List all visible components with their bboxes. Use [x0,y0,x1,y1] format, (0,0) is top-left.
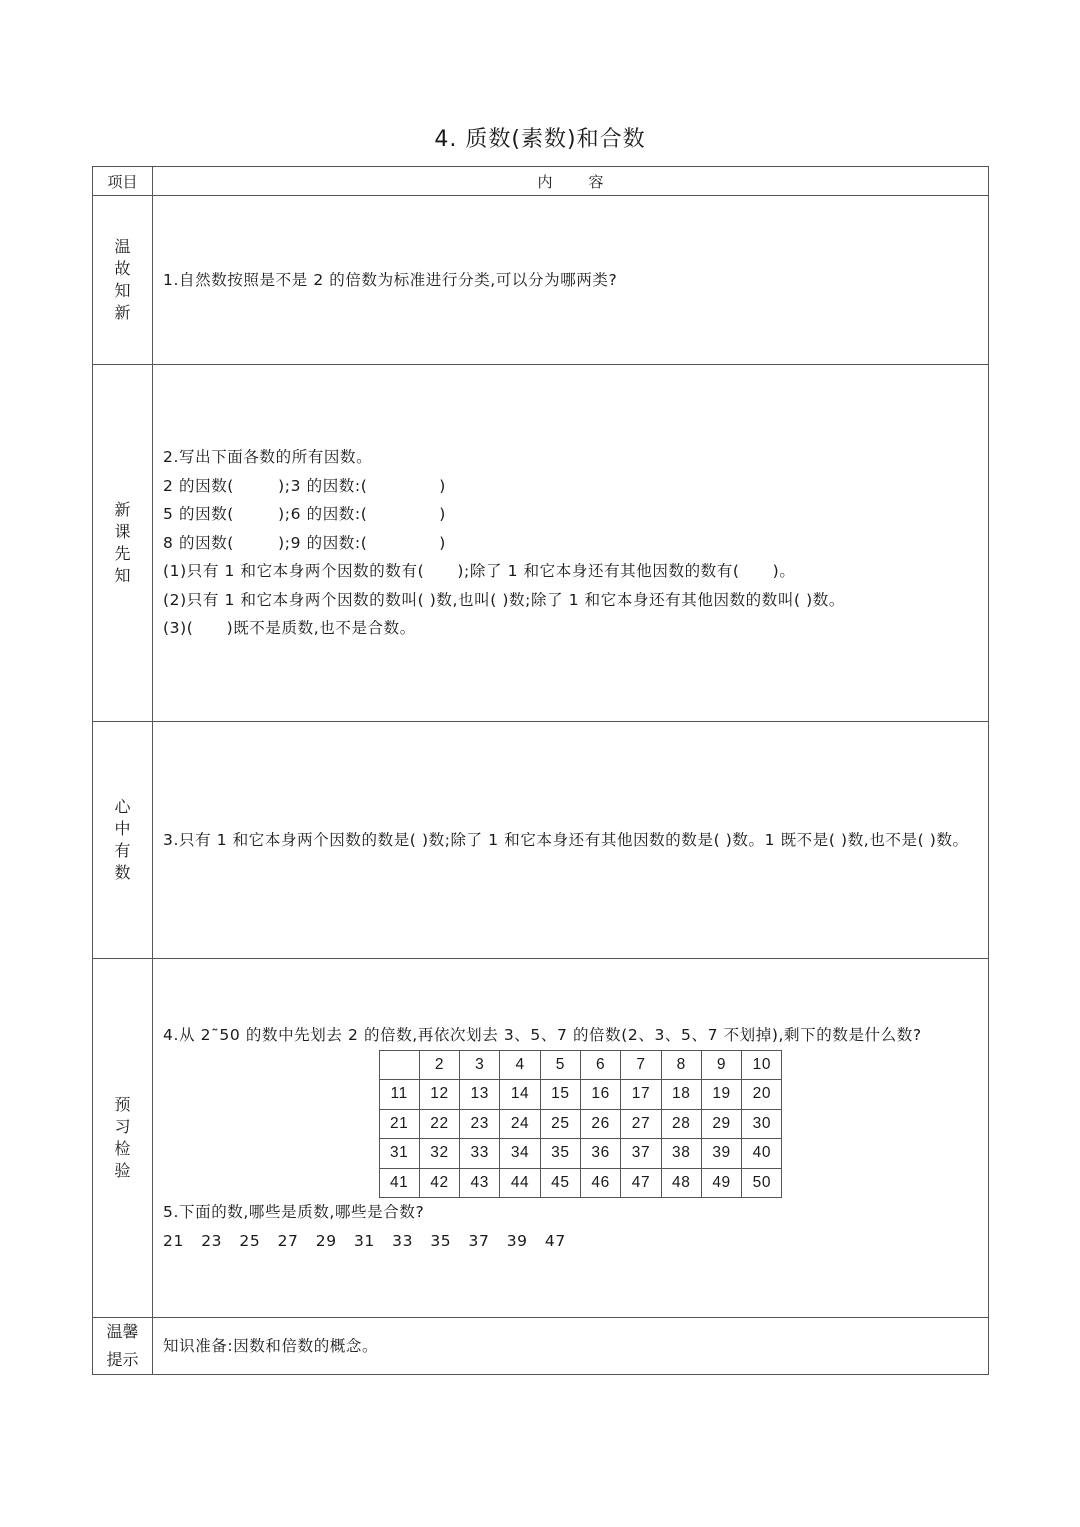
grid-cell: 45 [540,1168,580,1198]
grid-cell: 9 [701,1050,741,1080]
grid-cell: 44 [500,1168,540,1198]
question-1: 1.自然数按照是不是 2 的倍数为标准进行分类,可以分为哪两类? [153,196,989,365]
grid-cell: 15 [540,1080,580,1110]
grid-cell: 40 [742,1139,782,1169]
section-label-tips: 温馨 提示 [93,1318,153,1375]
grid-row [379,1139,782,1169]
grid-cell: 4 [500,1050,540,1080]
grid-cell: 32 [419,1139,459,1169]
grid-cell: 5 [540,1050,580,1080]
grid-cell: 12 [419,1080,459,1110]
grid-cell: 35 [540,1139,580,1169]
factor-line: 2 的因数( );3 的因数:( ) [163,476,446,495]
grid-cell: 11 [379,1080,419,1110]
grid-cell: 29 [701,1109,741,1139]
grid-cell: 36 [581,1139,621,1169]
grid-cell: 16 [581,1080,621,1110]
grid-cell: 41 [379,1168,419,1198]
header-content: 内容 [153,167,989,196]
grid-row [379,1109,782,1139]
number-list [163,1227,978,1256]
section-summary [93,722,989,959]
grid-cell: 39 [701,1139,741,1169]
section-label-summary: 心 中 有 数 [93,722,153,959]
number-item: 37 [468,1231,490,1250]
grid-cell: 14 [500,1080,540,1110]
grid-cell: 2 [419,1050,459,1080]
grid-cell: 23 [460,1109,500,1139]
grid-cell: 46 [581,1168,621,1198]
section-label-preview: 预 习 检 验 [93,959,153,1318]
section-review [93,196,989,365]
number-item: 27 [277,1231,299,1250]
grid-cell: 6 [581,1050,621,1080]
grid-cell: 17 [621,1080,661,1110]
number-item: 23 [201,1231,223,1250]
grid-cell: 20 [742,1080,782,1110]
page-title: 4. 质数(素数)和合数 [434,127,646,152]
grid-cell: 42 [419,1168,459,1198]
grid-cell: 34 [500,1139,540,1169]
grid-row [379,1080,782,1110]
factor-line: 8 的因数( );9 的因数:( ) [163,533,446,552]
grid-cell: 49 [701,1168,741,1198]
number-grid [379,1050,783,1199]
grid-cell: 31 [379,1139,419,1169]
factor-line: 5 的因数( );6 的因数:( ) [163,505,446,524]
grid-cell: 7 [621,1050,661,1080]
grid-cell: 19 [701,1080,741,1110]
grid-cell: 3 [460,1050,500,1080]
question-4-5: 4.从 2˜50 的数中先划去 2 的倍数,再依次划去 3、5、7 的倍数(2、3、5、7 不划掉),剩下的数是什么数? 2 3 4 5 6 7 8 9 10 11 12 13 14 15 16 17 18 19 20 21 22 23 24 25 26 27 28 29 30 31 32 33 34 35 36 37 38 39 40 41 42 43 44 45 46 47 48 49 50 5.下面的数,哪些是质数,哪些是合数? 21 23 25 27 29 31 33 35 37 39 47 [153,959,989,1318]
grid-cell: 33 [460,1139,500,1169]
section-tips [93,1318,989,1375]
grid-cell: 27 [621,1109,661,1139]
grid-cell: 37 [621,1139,661,1169]
worksheet-table [92,166,989,1375]
header-item: 项目 [93,167,153,196]
grid-cell: 26 [581,1109,621,1139]
grid-cell: 8 [661,1050,701,1080]
section-label-review: 温 故 知 新 [93,196,153,365]
section-new-lesson [93,365,989,722]
number-item: 47 [544,1231,566,1250]
grid-cell: 10 [742,1050,782,1080]
grid-cell: 38 [661,1139,701,1169]
number-item: 25 [239,1231,261,1250]
grid-cell: 22 [419,1109,459,1139]
grid-cell: 50 [742,1168,782,1198]
grid-cell: 48 [661,1168,701,1198]
grid-cell: 25 [540,1109,580,1139]
grid-cell: 43 [460,1168,500,1198]
section-preview [93,959,989,1318]
grid-cell: 47 [621,1168,661,1198]
grid-row [379,1168,782,1198]
grid-cell [379,1050,419,1080]
grid-cell: 28 [661,1109,701,1139]
number-item: 35 [430,1231,452,1250]
grid-cell: 18 [661,1080,701,1110]
grid-cell: 13 [460,1080,500,1110]
grid-cell: 21 [379,1109,419,1139]
header-row [93,167,989,196]
number-item: 39 [506,1231,528,1250]
grid-cell: 30 [742,1109,782,1139]
grid-row [379,1050,782,1080]
number-item: 31 [353,1231,375,1250]
number-item: 29 [315,1231,337,1250]
number-item: 21 [163,1231,184,1250]
section-label-new-lesson: 新 课 先 知 [93,365,153,722]
number-item: 33 [392,1231,414,1250]
question-3: 3.只有 1 和它本身两个因数的数是( )数;除了 1 和它本身还有其他因数的数是( )数。1 既不是( )数,也不是( )数。 [153,722,989,959]
question-2: 2.写出下面各数的所有因数。 2 的因数( );3 的因数:( ) 5 的因数( );6 的因数:( ) 8 的因数( );9 的因数:( ) (1)只有 1 和它本身两个因数的数有( );除了 1 和它本身还有其他因数的数有( )。 (2)只有 1 和它本身两个因数的数叫( )数,也叫( )数;除了 1 和它本身还有其他因数的数叫( )数。 (3)( )既不是质数,也不是合数。 [153,365,989,722]
tips-text: 知识准备:因数和倍数的概念。 [153,1318,989,1375]
grid-cell: 24 [500,1109,540,1139]
